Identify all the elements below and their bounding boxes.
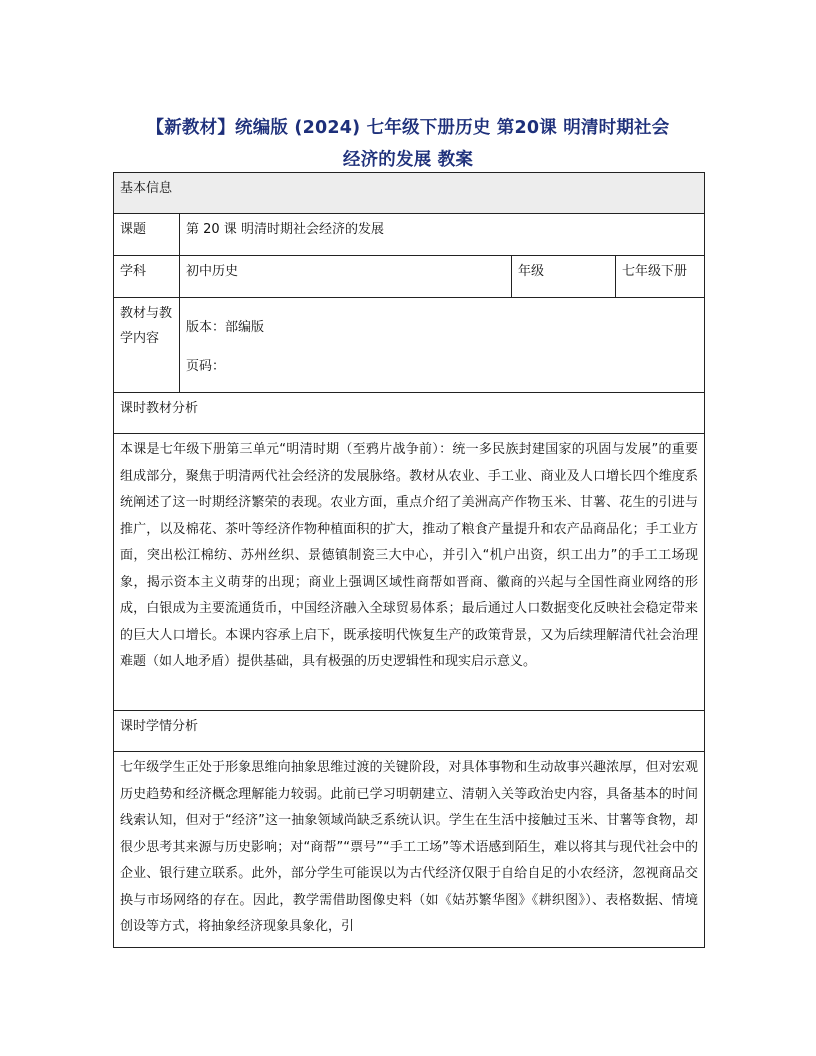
material-analysis-header: 课时教材分析 — [114, 393, 705, 434]
textbook-version: 版本：部编版 — [186, 320, 265, 335]
topic-label: 课题 — [114, 214, 180, 256]
basic-info-header: 基本信息 — [114, 173, 705, 214]
textbook-content — [180, 298, 705, 393]
subject-value: 初中历史 — [180, 256, 512, 298]
document-title — [100, 112, 716, 176]
lesson-plan-table — [113, 172, 705, 948]
student-analysis-row — [114, 752, 705, 948]
student-analysis-header: 课时学情分析 — [114, 711, 705, 752]
topic-row — [114, 214, 705, 256]
textbook-row — [114, 298, 705, 393]
student-analysis-header-row — [114, 711, 705, 752]
topic-value: 第 20 课 明清时期社会经济的发展 — [180, 214, 705, 256]
document-title-line-1: 【新教材】统编版 (2024) 七年级下册历史 第20课 明清时期社会 — [146, 118, 670, 138]
material-analysis-row — [114, 434, 705, 711]
student-analysis-text: 七年级学生正处于形象思维向抽象思维过渡的关键阶段，对具体事物和生动故事兴趣浓厚，但对宏观历史趋势和经济概念理解能力较弱。此前已学习明朝建立、清朝入关等政治史内容，具备基本的时间线索认知，但对于“经济”这一抽象领域尚缺乏系统认识。学生在生活中接触过玉米、甘薯等食物，却很少思考其来源与历史影响；对“商帮”“票号”“手工工场”等术语感到陌生，难以将其与现代社会中的企业、银行建立联系。此外，部分学生可能误以为古代经济仅限于自给自足的小农经济，忽视商品交换与市场网络的存在。因此，教学需借助图像史料（如《姑苏繁华图》《耕织图》）、表格数据、情境创设等方式，将抽象经济现象具象化，引 — [114, 752, 705, 948]
subject-row — [114, 256, 705, 298]
grade-value: 七年级下册 — [616, 256, 705, 298]
subject-label: 学科 — [114, 256, 180, 298]
textbook-page: 页码： — [186, 359, 226, 374]
material-analysis-text: 本课是七年级下册第三单元“明清时期（至鸦片战争前）：统一多民族封建国家的巩固与发展”的重要组成部分，聚焦于明清两代社会经济的发展脉络。教材从农业、手工业、商业及人口增长四个维度系统阐述了这一时期经济繁荣的表现。农业方面，重点介绍了美洲高产作物玉米、甘薯、花生的引进与推广，以及棉花、茶叶等经济作物种植面积的扩大，推动了粮食产量提升和农产品商品化；手工业方面，突出松江棉纺、苏州丝织、景德镇制瓷三大中心，并引入“机户出资，织工出力”的手工工场现象，揭示资本主义萌芽的出现；商业上强调区域性商帮如晋商、徽商的兴起与全国性商业网络的形成，白银成为主要流通货币，中国经济融入全球贸易体系；最后通过人口数据变化反映社会稳定带来的巨大人口增长。本课内容承上启下，既承接明代恢复生产的政策背景，又为后续理解清代社会治理难题（如人地矛盾）提供基础，具有极强的历史逻辑性和现实启示意义。 — [114, 434, 705, 711]
material-analysis-header-row — [114, 393, 705, 434]
document-title-line-2: 经济的发展 教案 — [342, 150, 474, 170]
grade-label: 年级 — [512, 256, 616, 298]
basic-info-row — [114, 173, 705, 214]
textbook-label: 教材与教学内容 — [114, 298, 180, 393]
